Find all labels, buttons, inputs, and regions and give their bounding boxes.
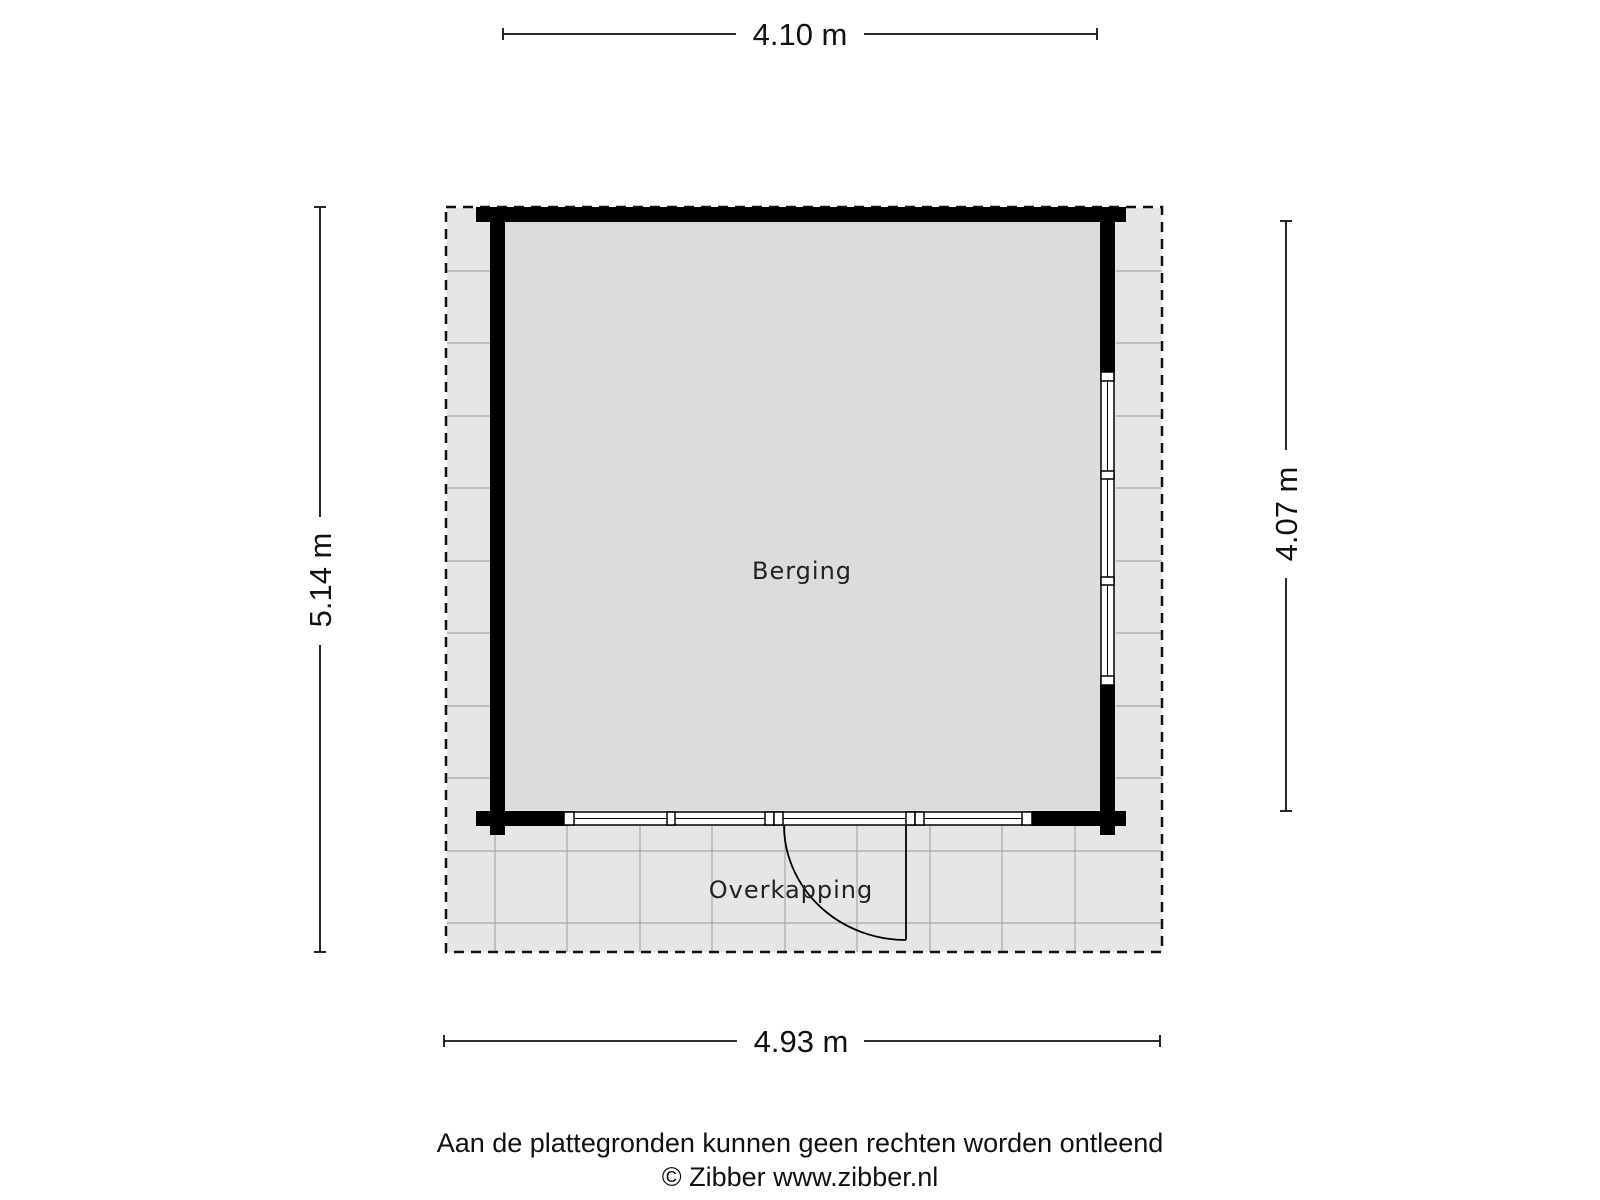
wall-top	[476, 207, 1126, 222]
dimension-bottom-label: 4.93 m	[753, 1024, 849, 1059]
wall-bottom-left	[476, 811, 564, 826]
copyright-text: © Zibber www.zibber.nl	[661, 1162, 939, 1192]
disclaimer-text: Aan de plattegronden kunnen geen rechten worden ontleend	[436, 1128, 1164, 1158]
window-right	[1101, 372, 1114, 685]
dimension-right-label: 4.07 m	[1269, 466, 1304, 562]
wall-right-upper	[1100, 207, 1115, 372]
wall-bottom-right	[1032, 811, 1126, 826]
berging-floor	[504, 222, 1101, 810]
wall-left	[490, 207, 505, 835]
room-label-overkapping: Overkapping	[708, 876, 874, 904]
dimension-left-label: 5.14 m	[303, 532, 338, 628]
room-label-berging: Berging	[751, 557, 853, 585]
dimension-top-label: 4.10 m	[752, 17, 848, 52]
window-bottom	[564, 812, 1032, 825]
